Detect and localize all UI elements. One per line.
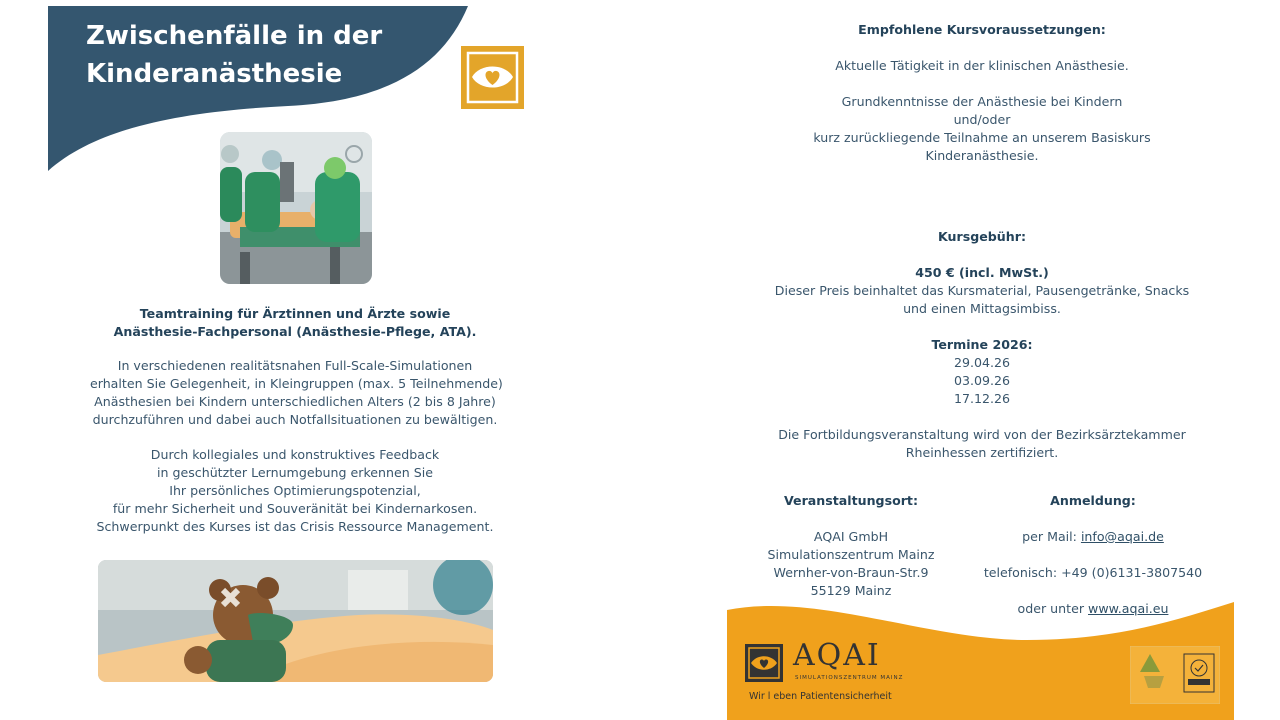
prereq-line-2: Grundkenntnisse der Anästhesie bei Kindern bbox=[841, 94, 1123, 109]
mail-prefix: per Mail: bbox=[1022, 529, 1081, 544]
fee-line-2: und einen Mittagsimbiss. bbox=[903, 301, 1061, 316]
para2-line-1: Durch kollegiales und konstruktives Feedback bbox=[150, 447, 440, 462]
date-1: 29.04.26 bbox=[953, 355, 1011, 370]
email-link[interactable]: info@aqai.de bbox=[1080, 529, 1164, 544]
para2-line-3: Ihr persönliches Optimierungspotenzial, bbox=[169, 483, 421, 498]
fee-heading: Kursgebühr: bbox=[938, 229, 1026, 244]
registration-section bbox=[973, 492, 1213, 618]
fee-line-1: Dieser Preis beinhaltet das Kursmaterial, Pausengetränke, Snacks bbox=[774, 283, 1190, 298]
title-line-1: Zwischenfälle in der bbox=[86, 21, 383, 51]
brand-name: AQAI bbox=[793, 638, 881, 673]
page-title bbox=[86, 17, 446, 93]
prereq-line-4: kurz zurückliegende Teilnahme an unserem Basiskurs bbox=[813, 130, 1151, 145]
para1-line-2: erhalten Sie Gelegenheit, in Kleingruppen (max. 5 Teilnehmende) bbox=[90, 376, 503, 391]
intro-bold bbox=[90, 305, 500, 341]
venue-line-4: 55129 Mainz bbox=[810, 583, 892, 598]
brand-subtitle: SIMULATIONSZENTRUM MAINZ bbox=[795, 675, 904, 681]
registration-mail bbox=[973, 528, 1213, 546]
prereq-heading: Empfohlene Kursvoraussetzungen: bbox=[858, 22, 1106, 37]
aqai-heart-logo-icon bbox=[460, 45, 525, 110]
venue-heading: Veranstaltungsort: bbox=[784, 493, 918, 508]
prereq-line-5: Kinderanästhesie. bbox=[925, 148, 1039, 163]
website-link[interactable]: www.aqai.eu bbox=[1088, 601, 1169, 616]
prereq-line-3: und/oder bbox=[953, 112, 1011, 127]
fee-section bbox=[742, 228, 1222, 462]
para1-line-4: durchzuführen und dabei auch Notfallsituationen zu bewältigen. bbox=[92, 412, 498, 427]
intro-line-1: Teamtraining für Ärztinnen und Ärzte sowie bbox=[139, 306, 451, 321]
cert-line-2: Rheinhessen zertifiziert. bbox=[905, 445, 1059, 460]
aqai-emblem-icon bbox=[745, 644, 783, 682]
para2-line-4: für mehr Sicherheit und Souveränität bei Kindernarkosen. bbox=[112, 501, 478, 516]
para1-line-1: In verschiedenen realitätsnahen Full-Scale-Simulationen bbox=[117, 358, 473, 373]
certification-badges bbox=[1130, 646, 1220, 704]
paragraph-2 bbox=[90, 446, 500, 536]
para2-line-2: in geschützter Lernumgebung erkennen Sie bbox=[157, 465, 433, 480]
prereq-line-1: Aktuelle Tätigkeit in der klinischen Anästhesie. bbox=[835, 58, 1129, 73]
para1-line-3: Anästhesien bei Kindern unterschiedlichen Alters (2 bis 8 Jahre) bbox=[94, 394, 496, 409]
registration-web bbox=[973, 600, 1213, 618]
fee-price: 450 € (incl. MwSt.) bbox=[915, 265, 1049, 280]
venue-line-1: AQAI GmbH bbox=[813, 529, 889, 544]
web-prefix: oder unter bbox=[1017, 601, 1089, 616]
intro-line-2: Anästhesie-Fachpersonal (Anästhesie-Pflege, ATA). bbox=[113, 324, 477, 339]
brand-tagline: Wir l eben Patientensicherheit bbox=[749, 691, 892, 702]
paragraph-1 bbox=[90, 357, 503, 429]
teddy-bear-photo bbox=[98, 560, 493, 682]
venue-line-2: Simulationszentrum Mainz bbox=[767, 547, 935, 562]
registration-heading: Anmeldung: bbox=[1050, 493, 1136, 508]
dates-heading: Termine 2026: bbox=[931, 337, 1033, 352]
prereq-section bbox=[742, 21, 1222, 165]
title-line-2: Kinderanästhesie bbox=[86, 59, 343, 89]
para2-line-5: Schwerpunkt des Kurses ist das Crisis Ressource Management. bbox=[96, 519, 494, 534]
surgery-team-photo bbox=[220, 132, 372, 284]
date-2: 03.09.26 bbox=[953, 373, 1011, 388]
venue-line-3: Wernher-von-Braun-Str.9 bbox=[773, 565, 929, 580]
registration-phone: telefonisch: +49 (0)6131-3807540 bbox=[983, 565, 1203, 580]
date-3: 17.12.26 bbox=[953, 391, 1011, 406]
cert-line-1: Die Fortbildungsveranstaltung wird von der Bezirksärztekammer bbox=[778, 427, 1186, 442]
venue-section bbox=[751, 492, 951, 600]
